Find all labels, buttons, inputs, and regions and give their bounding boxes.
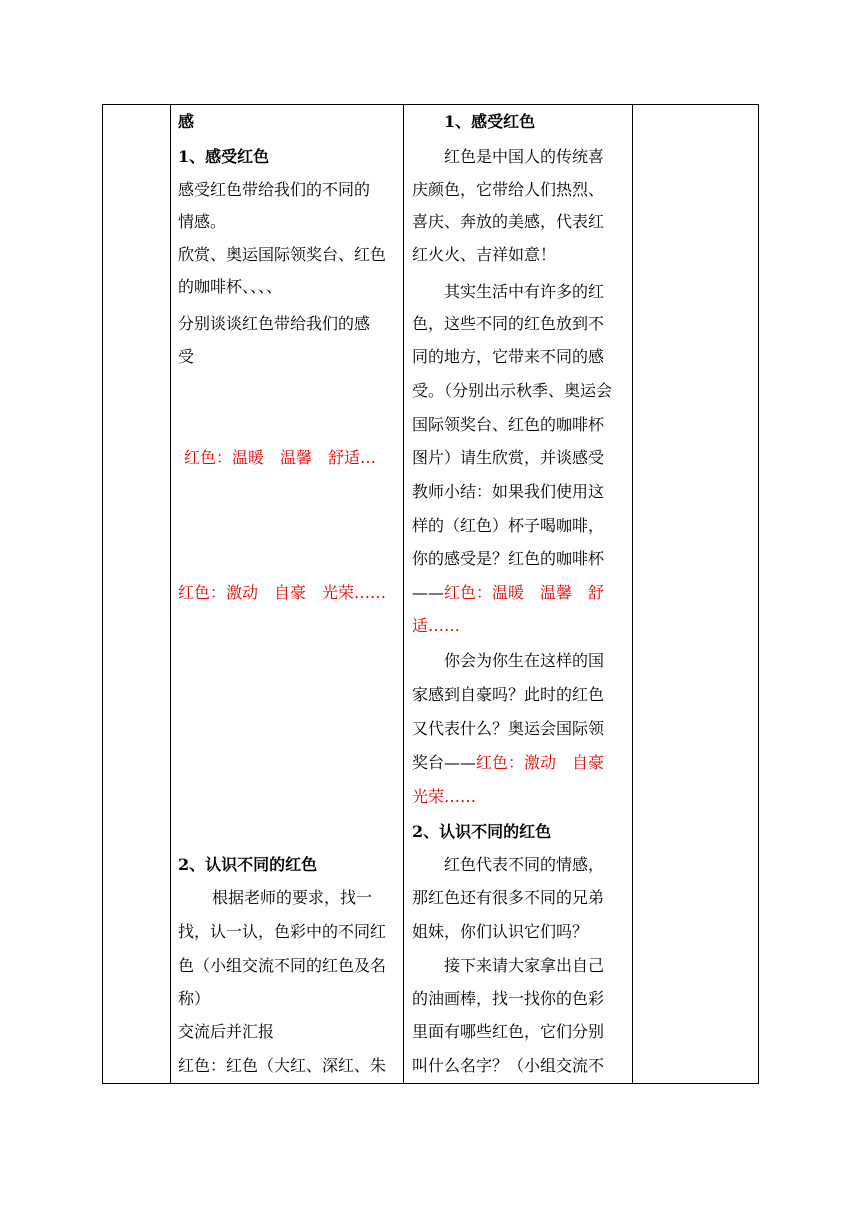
student-line-15: 称） <box>178 989 211 1008</box>
student-line-6: 的咖啡杯、、、、 <box>178 277 283 296</box>
teacher-red-feelings-1-cont: 适…… <box>412 616 461 635</box>
teacher-line-4: 喜庆、奔放的美感，代表红 <box>412 212 605 231</box>
table-right-border <box>758 104 759 1084</box>
column-divider-3 <box>632 104 633 1084</box>
student-line-4: 情感。 <box>178 212 227 231</box>
teacher-line-19: 又代表什么？奥运会国际领 <box>412 719 605 738</box>
student-section-heading-2: 2、认识不同的红色 <box>178 855 318 874</box>
teacher-podium-text: 奖台—— <box>412 753 477 772</box>
teacher-line-3: 庆颜色，它带给人们热烈、 <box>412 180 605 199</box>
teacher-line-2: 红色是中国人的传统喜 <box>444 147 605 166</box>
teacher-line-10: 国际领奖台、红色的咖啡杯 <box>412 415 605 434</box>
teacher-line-14: 你的感受是？红色的咖啡杯 <box>412 549 605 568</box>
teacher-line-7: 色，这些不同的红色放到不 <box>412 314 605 333</box>
teacher-line-13: 样的（红色）杯子喝咖啡， <box>412 516 605 535</box>
teacher-line-28: 接下来请大家拿出自己 <box>444 956 605 975</box>
teacher-line-17: 你会为你生在这样的国 <box>444 651 605 670</box>
student-line-7: 分别谈谈红色带给我们的感 <box>178 314 371 333</box>
teacher-line-31: 叫什么名字？（小组交流不 <box>412 1056 605 1075</box>
teacher-line-27: 姐妹，你们认识它们吗？ <box>412 922 589 941</box>
student-line-16: 交流后并汇报 <box>178 1022 275 1041</box>
teacher-line-11: 图片）请生欣赏，并谈感受 <box>412 448 605 467</box>
teacher-section-heading-1: 1、感受红色 <box>444 112 536 131</box>
teacher-dash: —— <box>412 583 444 602</box>
student-section-heading-1: 1、感受红色 <box>178 147 270 166</box>
teacher-line-6: 其实生活中有许多的红 <box>444 282 605 301</box>
teacher-line-26: 那红色还有很多不同的兄弟 <box>412 888 605 907</box>
column-divider-2 <box>403 104 404 1084</box>
teacher-line-12: 教师小结：如果我们使用这 <box>412 482 605 501</box>
table-left-border <box>102 104 103 1084</box>
teacher-line-9: 受。（分别出示秋季、奥运会 <box>412 381 613 400</box>
student-line-1: 感 <box>178 112 195 131</box>
lesson-plan-table <box>102 104 759 1084</box>
student-line-8: 受 <box>178 347 195 366</box>
teacher-line-8: 同的地方，它带来不同的感 <box>412 347 605 366</box>
student-red-feelings-2: 红色：激动 自豪 光荣…… <box>178 583 387 602</box>
teacher-section-heading-2: 2、认识不同的红色 <box>412 822 552 841</box>
teacher-line-30: 里面有哪些红色，它们分别 <box>412 1022 605 1041</box>
table-bottom-border <box>102 1083 759 1084</box>
teacher-red-feelings-2-cont: 光荣…… <box>412 787 477 806</box>
teacher-line-15 <box>412 583 604 603</box>
student-line-5: 欣赏、奥运国际领奖台、红色 <box>178 245 387 264</box>
student-line-17: 红色：红色（大红、深红、朱 <box>178 1056 387 1075</box>
student-red-feelings-1: 红色：温暖 温馨 舒适… <box>184 448 377 467</box>
table-top-border <box>102 104 759 105</box>
student-line-13: 找，认一认，色彩中的不同红 <box>178 922 387 941</box>
teacher-red-feelings-2: 红色：激动 自豪 <box>476 753 605 772</box>
student-line-3: 感受红色带给我们的不同的 <box>178 180 371 199</box>
teacher-line-20 <box>412 753 604 773</box>
teacher-line-25: 红色代表不同的情感， <box>444 855 605 874</box>
teacher-line-5: 红火火、吉祥如意！ <box>412 245 557 264</box>
teacher-line-29: 的油画棒，找一找你的色彩 <box>412 989 605 1008</box>
student-line-14: 色（小组交流不同的红色及名 <box>178 956 387 975</box>
teacher-red-feelings-1: 红色：温暖 温馨 舒 <box>444 583 605 602</box>
column-divider-1 <box>170 104 171 1084</box>
teacher-line-18: 家感到自豪吗？此时的红色 <box>412 685 605 704</box>
student-line-12: 根据老师的要求，找一 <box>212 888 373 907</box>
